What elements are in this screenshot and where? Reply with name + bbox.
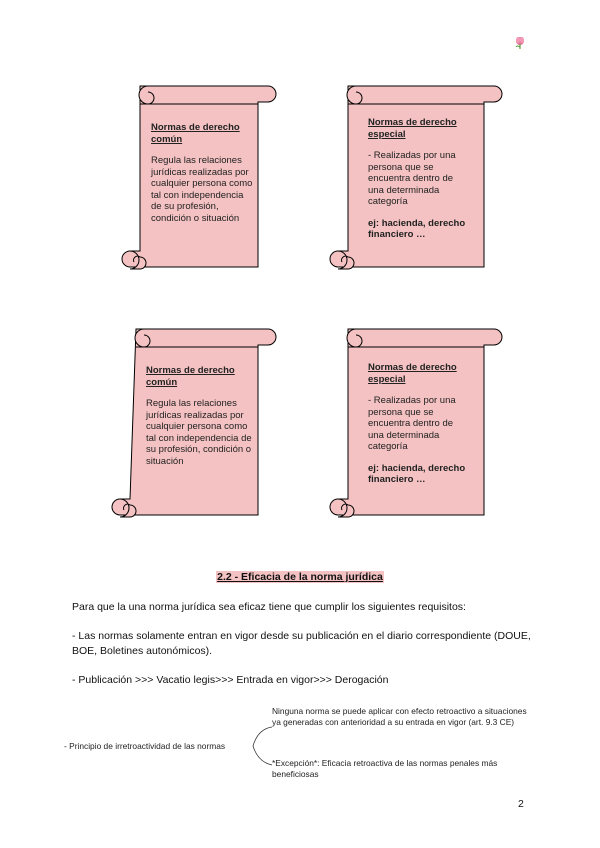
page-number: 2 <box>518 798 524 810</box>
scroll-example: ej: hacienda, derecho financiero … <box>368 462 466 485</box>
scroll-body: Regula las relaciones jurídicas realizadas por cualquier persona como tal con independencia de su profesión, condición o situación <box>146 398 252 467</box>
diagram-branch-bottom: *Excepción*: Eficacia retroactiva de las normas penales más beneficiosas <box>272 758 498 779</box>
scroll-title: Normas de derecho especial <box>368 117 457 140</box>
scroll-body: - Realizadas por una persona que se encuentra dentro de una determinada categoría <box>368 395 456 452</box>
paragraph-entrada-vigor: - Las normas solamente entran en vigor desde su publicación en el diario correspondiente (DOUE, BOE, Boletines autonómicos). <box>72 630 531 657</box>
section-title: 2.2 - Eficacia de la norma jurídica <box>217 571 383 583</box>
scroll-body: Regula las relaciones jurídicas realizadas por cualquier persona como tal con independencia de su profesión, condición o situación <box>151 155 253 224</box>
scroll-body: - Realizadas por una persona que se encuentra dentro de una determinada categoría <box>368 150 456 207</box>
diagram-root: - Principio de irretroactividad de las normas <box>64 741 226 751</box>
scroll-title: Normas de derecho común <box>151 122 240 145</box>
paragraph-requisitos: Para que la una norma jurídica sea eficaz tiene que cumplir los siguientes requisitos: <box>72 601 466 613</box>
paragraph-fases: - Publicación >>> Vacatio legis>>> Entrada en vigor>>> Derogación <box>72 674 389 686</box>
diagram-branch-top: Ninguna norma se puede aplicar con efecto retroactivo a situaciones ya generadas con anterioridad a su entrada en vigor (art. 9.3 CE) <box>272 706 527 727</box>
scroll-example: ej: hacienda, derecho financiero … <box>368 217 466 240</box>
scroll-title: Normas de derecho común <box>146 365 235 388</box>
scroll-title: Normas de derecho especial <box>368 362 457 385</box>
